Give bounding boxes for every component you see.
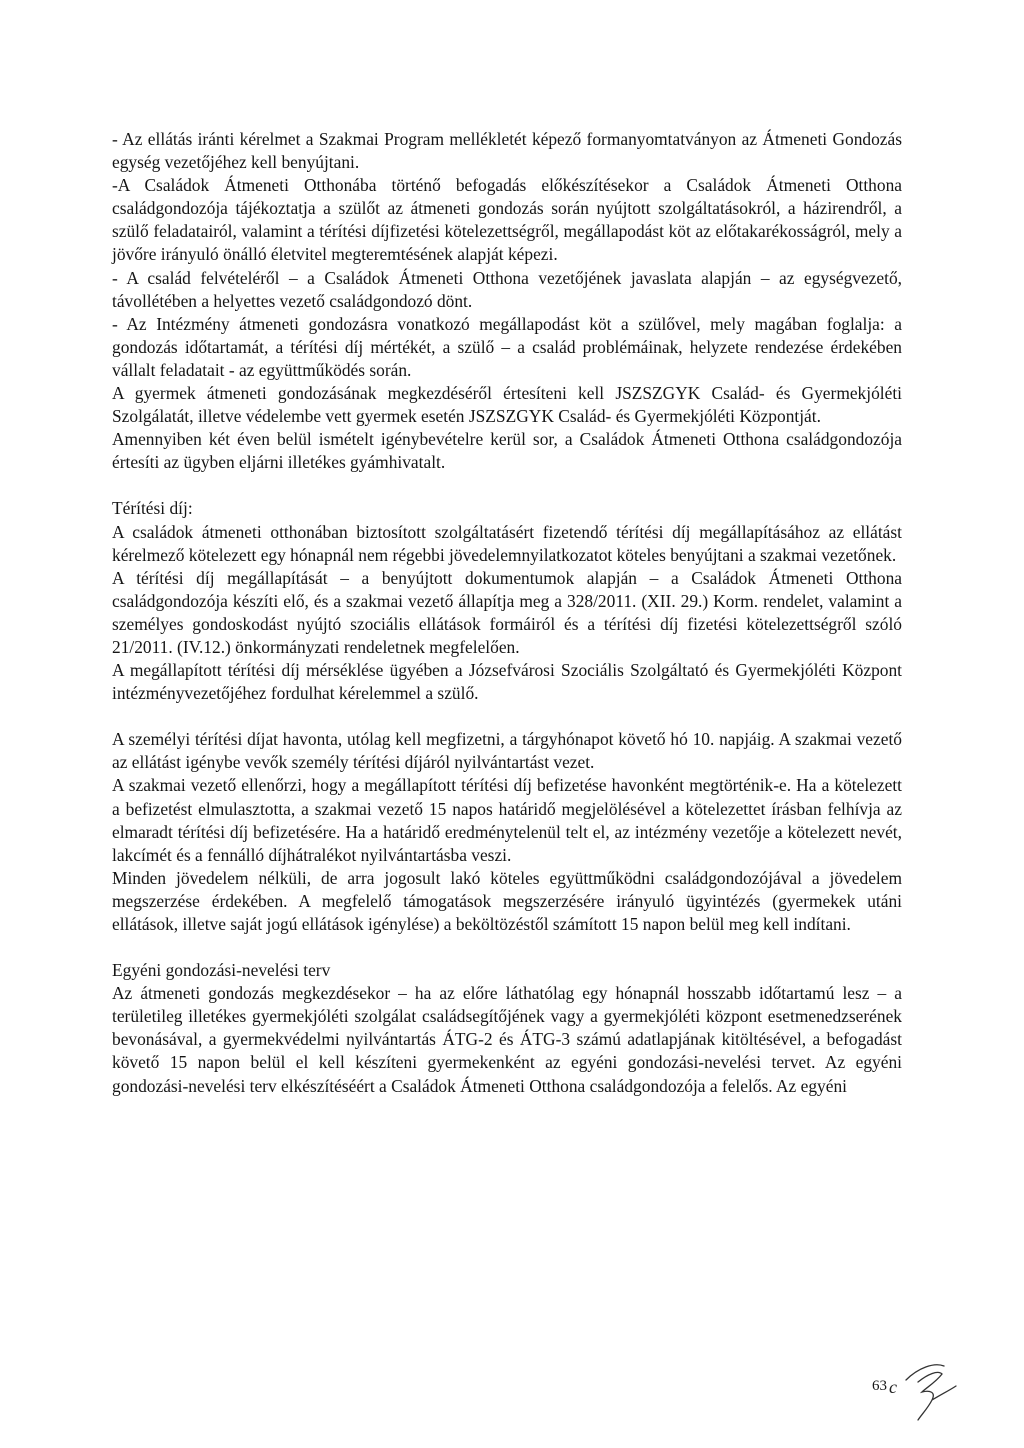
spacer [112,936,902,959]
paragraph: Amennyiben két éven belül ismételt igénybevételre kerül sor, a Családok Átmeneti Otthona családgondozója értesíti az ügyben eljárni illetékes gyámhivatalt. [112,429,902,473]
paragraph: A személyi térítési díjat havonta, utólag kell megfizetni, a tárgyhónapot követő hó 10. napjáig. A szakmai vezető az ellátást igénybe vevők személy térítési díjáról nyilvántartást vezet. [112,729,902,773]
page-number: 63 [872,1378,887,1394]
paragraph: A gyermek átmeneti gondozásának megkezdéséről értesíteni kell JSZSZGYK Család- és Gyermekjóléti Szolgálatát, illetve védelembe vett gyermek esetén JSZSZGYK Család- és Gyermekjóléti Központját. [112,383,902,427]
paragraph: - A család felvételéről – a Családok Átmeneti Otthona vezetőjének javaslata alapján – az egységvezető, távollétében a helyettes vezető családgondozó dönt. [112,267,902,311]
page-footer [872,1360,992,1430]
section-care-plan [112,959,902,1098]
spacer [112,705,902,728]
document-body [112,128,902,1098]
paragraph: A térítési díj megállapítását – a benyújtott dokumentumok alapján – a Családok Átmeneti Otthona családgondozója készíti elő, és a szakmai vezető állapítja meg a 328/2011. (XII. 29.) Korm. rendelet, valamint a személyes gondoskodást nyújtó szociális ellátások formáiról és a térítési díj fizetési kötelezettségről szóló 21/2011. (IV.12.) önkormányzati rendeletnek megfelelően. [112,567,902,657]
paragraph: A családok átmeneti otthonában biztosított szolgáltatásért fizetendő térítési díj megállapításához az ellátást kérelmező kötelezett egy hónapnál nem régebbi jövedelemnyilatkozatot köteles benyújtani a szakmai vezetőnek. [112,521,902,565]
paragraph: A szakmai vezető ellenőrzi, hogy a megállapított térítési díj befizetése havonként megtörténik-e. Ha a kötelezett a befizetést elmulasztotta, a szakmai vezető 15 napos határidő megjelölésével a kötelezettet írásban felhívja az elmaradt térítési díj befizetésére. Ha a határidő eredménytelenül telt el, az intézmény vezetője a kötelezett nevét, lakcímét és a fennálló díjhátralékot nyilvántartásba veszi. [112,775,902,865]
section-payment [112,728,902,936]
paragraph: - Az Intézmény átmeneti gondozásra vonatkozó megállapodást köt a szülővel, mely magában foglalja: a gondozás időtartamát, a térítési díj mértékét, a szülő – a család problémáinak, helyzete rendezése érdekében vállalt feladatait - az együttműködés során. [112,313,902,380]
signature-letter: c [889,1377,897,1397]
paragraph: Az átmeneti gondozás megkezdésekor – ha az előre láthatólag egy hónapnál hosszabb időtartamú lesz – a területileg illetékes gyermekjóléti szolgálat családsegítőjének vagy a gyermekjóléti központ esetmenedzserének bevonásával, a gyermekvédelmi nyilvántartás ÁTG-2 és ÁTG-3 számú adatlapjának kitöltésével, a befogadást követő 15 napon belül el kell készíteni gyermekenként az egyéni gondozási-nevelési tervet. Az egyéni gondozási-nevelési terv elkészítéséért a Családok Átmeneti Otthona családgondozója a felelős. Az egyéni [112,983,902,1096]
section-fee [112,497,902,705]
signature-mark [889,1360,992,1430]
paragraph: A megállapított térítési díj mérséklése ügyében a Józsefvárosi Szociális Szolgáltató és Gyermekjóléti Központ intézményvezetőjéhez fordulhat kérelemmel a szülő. [112,660,902,704]
paragraph: - Az ellátás iránti kérelmet a Szakmai Program mellékletét képező formanyomtatványon az Átmeneti Gondozás egység vezetőjéhez kell benyújtani. [112,129,902,173]
section-heading-care-plan: Egyéni gondozási-nevelési terv [112,960,331,981]
section-intake [112,128,902,474]
paragraph: Minden jövedelem nélküli, de arra jogosult lakó köteles együttműködni családgondozójával a jövedelem megszerzése érdekében. A megfelelő támogatások megszerzésére irányuló ügyintézés (gyermekek utáni ellátások, illetve saját jogú ellátások igénylése) a beköltözéstől számított 15 napon belül meg kell indítani. [112,867,902,934]
paragraph: -A Családok Átmeneti Otthonába történő befogadás előkészítésekor a Családok Átmeneti Otthona családgondozója tájékoztatja a szülőt az átmeneti gondozás során nyújtott szolgáltatásokról, a házirendről, a szülő feladatairól, valamint a térítési díjfizetési kötelezettségről, megállapodást köt az előtakarékosságról, mely a jövőre irányuló önálló életvitel megteremtésének alapját képezi. [112,175,902,265]
section-heading-fee: Térítési díj: [112,498,193,519]
spacer [112,474,902,497]
